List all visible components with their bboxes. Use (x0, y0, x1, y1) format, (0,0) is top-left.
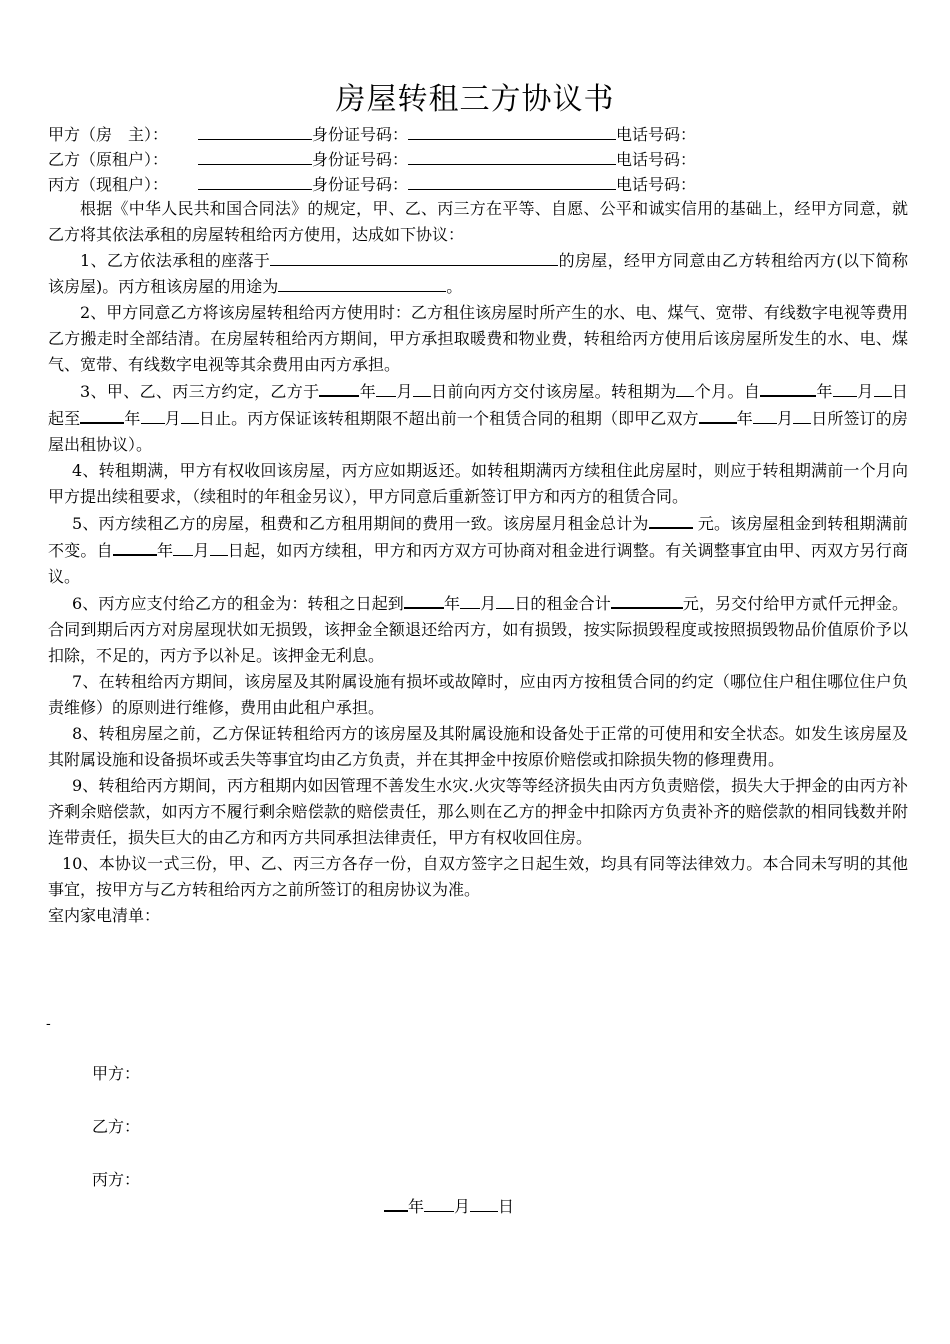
renewal-day-field[interactable] (210, 538, 228, 556)
handover-day-field[interactable] (413, 379, 431, 397)
renewal-month-field[interactable] (173, 538, 193, 556)
signature-party-b: 乙方： (92, 1117, 141, 1136)
clause-2: 2、甲方同意乙方将该房屋转租给丙方使用时：乙方租住该房屋时所产生的水、电、煤气、宽带、有线数字电视等费用乙方搬走时全部结清。在房屋转租给丙方期间，甲方承担取暖费和物业费，转租给丙方使用后该房屋所发生的水、电、煤气、宽带、有线数字电视等其余费用由丙方承担。 (48, 303, 908, 374)
party-b-label: 乙方（原租户）： (48, 150, 169, 169)
party-c-id-label: 身份证号码： (312, 175, 409, 194)
rent-until-year-field[interactable] (404, 590, 444, 609)
date-day-label: 日 (498, 1197, 515, 1216)
party-a-row (48, 122, 696, 146)
clause-5-text-b: 元。该房屋租金到转租期满前不变。自 (48, 514, 908, 560)
clause-1 (48, 248, 908, 300)
clause-5 (48, 510, 908, 590)
clause-3-year-2: 年 (816, 382, 833, 401)
end-month-field[interactable] (141, 406, 165, 424)
party-a-id-field[interactable] (408, 122, 616, 140)
clause-3-year: 年 (359, 382, 377, 401)
clause-3-text: 3、甲、乙、丙三方约定，乙方于 (80, 382, 320, 401)
date-month-label: 月 (454, 1197, 471, 1216)
clause-3-text-h: 日起至 (48, 382, 908, 428)
renewal-year-field[interactable] (113, 537, 157, 556)
signature-party-c: 丙方： (92, 1170, 141, 1189)
clause-6-text-d: 日的租金合计 (514, 594, 611, 613)
handover-year-field[interactable] (319, 378, 359, 397)
clause-3-text-n: 日所签订的房屋出租协议）。 (48, 409, 908, 454)
rent-until-day-field[interactable] (496, 591, 514, 609)
clause-1-text-b: 的房屋，经甲方同意由乙方转租给丙方(以下简称该房屋)。丙方租该房屋的用途为 (48, 251, 908, 296)
party-a-name-field[interactable] (198, 122, 312, 140)
party-c-name-field[interactable] (198, 172, 312, 190)
clause-5-year: 年 (156, 541, 174, 560)
clause-3-year-4: 年 (736, 409, 753, 428)
clause-7: 7、在转租给丙方期间，该房屋及其附属设施有损坏或故障时，应由丙方按租赁合同的约定（哪位住户租住哪位住户负责维修）的原则进行维修，费用由此租户承担。 (48, 672, 908, 717)
clause-3-text-d: 日前向丙方交付该房屋。转租期为 (430, 382, 677, 401)
original-lease-year-field[interactable] (699, 405, 737, 424)
clause-6-text-e: 元，另交付给甲方贰仟元押金。合同到期后丙方对房屋现状如无损毁，该押金全额退还给丙方，如有损毁，按实际损毁程度或按照损毁物品价值原价予以扣除，不足的，丙方予以补足。该押金无利息。 (48, 594, 908, 665)
clause-3-year-3: 年 (124, 409, 141, 428)
agreement-body (48, 196, 908, 929)
clause-5-text-e: 日起，如丙方续租，甲方和丙方双方可协商对租金进行调整。有关调整事宜由甲、丙双方另行商议。 (48, 541, 908, 586)
clause-3-month-4: 月 (776, 409, 794, 428)
rent-until-month-field[interactable] (460, 591, 480, 609)
date-year-label: 年 (408, 1197, 425, 1216)
clause-8: 8、转租房屋之前，乙方保证转租给丙方的该房屋及其附属设施和设备处于正常的可使用和安全状态。如发生该房屋及其附属设施和设备损坏或丢失等事宜均由乙方负责，并在其押金中按原价赔偿或扣除损失物的修理费用。 (48, 724, 908, 769)
party-b-row (48, 147, 696, 171)
start-day-field[interactable] (874, 379, 892, 397)
clause-6-year: 年 (443, 594, 461, 613)
clause-3 (48, 378, 908, 458)
sign-day-field[interactable] (470, 1194, 498, 1212)
clause-5-month: 月 (193, 541, 210, 560)
original-lease-month-field[interactable] (753, 406, 777, 424)
sign-year-field[interactable] (384, 1193, 408, 1212)
sign-month-field[interactable] (424, 1194, 454, 1212)
start-year-field[interactable] (760, 378, 816, 397)
signing-date (384, 1193, 514, 1217)
clause-1-text-c: 。 (446, 277, 463, 296)
clause-4: 4、转租期满，甲方有权收回该房屋，丙方应如期返还。如转租期满丙方续租住此房屋时，则应于转租期满前一个月向甲方提出续租要求，（续租时的年租金另议），甲方同意后重新签订甲方和丙方的租赁合同。 (48, 461, 908, 506)
end-day-field[interactable] (181, 406, 199, 424)
property-usage-field[interactable] (278, 274, 446, 292)
document-title: 房屋转租三方协议书 (335, 82, 615, 117)
party-a-label: 甲方（房 主）： (48, 125, 169, 144)
clause-1-text-a: 1、乙方依法承租的座落于 (80, 251, 271, 270)
handover-month-field[interactable] (376, 379, 396, 397)
monthly-rent-field[interactable] (649, 510, 693, 529)
start-month-field[interactable] (833, 379, 857, 397)
end-year-field[interactable] (80, 405, 124, 424)
clause-3-month-2: 月 (856, 382, 874, 401)
appliance-list-label: 室内家电清单： (48, 906, 161, 925)
rent-total-field[interactable] (611, 590, 683, 609)
party-a-id-label: 身份证号码： (312, 125, 409, 144)
property-address-field[interactable] (270, 248, 558, 266)
signature-party-a: 甲方： (92, 1064, 141, 1083)
clause-6-text-a: 6、丙方应支付给乙方的租金为：转租之日起到 (72, 594, 404, 613)
clause-10: 10、本协议一式三份，甲、乙、丙三方各存一份，自双方签字之日起生效，均具有同等法律效力。本合同未写明的其他事宜，按甲方与乙方转租给丙方之前所签订的租房协议为准。 (48, 854, 908, 899)
clause-3-text-e: 个月。自 (694, 382, 761, 401)
intro-paragraph: 根据《中华人民共和国合同法》的规定，甲、乙、丙三方在平等、自愿、公平和诚实信用的基础上，经甲方同意，就乙方将其依法承租的房屋转租给丙方使用，达成如下协议： (48, 199, 908, 244)
clause-6-month: 月 (480, 594, 497, 613)
party-c-row (48, 172, 696, 196)
party-b-id-label: 身份证号码： (312, 150, 409, 169)
original-lease-day-field[interactable] (793, 406, 811, 424)
party-c-label: 丙方（现租户）： (48, 175, 169, 194)
sublease-months-field[interactable] (676, 379, 694, 397)
clause-6 (48, 590, 908, 669)
clause-5-text-a: 5、丙方续租乙方的房屋，租费和乙方租用期间的费用一致。该房屋月租金总计为 (72, 514, 649, 533)
party-b-id-field[interactable] (408, 147, 616, 165)
clause-3-month-3: 月 (164, 409, 181, 428)
party-c-id-field[interactable] (408, 172, 616, 190)
clause-9: 9、转租给丙方期间，丙方租期内如因管理不善发生水灾.火灾等等经济损失由丙方负责赔偿，损失大于押金的由丙方补齐剩余赔偿款，如丙方不履行剩余赔偿款的赔偿责任，那么则在乙方的押金中扣除丙方负责补齐的赔偿款的相同钱数并附连带责任，损失巨大的由乙方和丙方共同承担法律责任，甲方有权收回住房。 (48, 776, 908, 847)
clause-3-text-k: 日止。丙方保证该转租期限不超出前一个租赁合同的租期（即甲乙双方 (198, 409, 699, 428)
party-a-phone-label: 电话号码： (616, 125, 697, 144)
party-b-name-field[interactable] (198, 147, 312, 165)
party-b-phone-label: 电话号码： (616, 150, 697, 169)
clause-3-month: 月 (396, 382, 413, 401)
party-c-phone-label: 电话号码： (616, 175, 697, 194)
list-dash: - (46, 1016, 51, 1032)
